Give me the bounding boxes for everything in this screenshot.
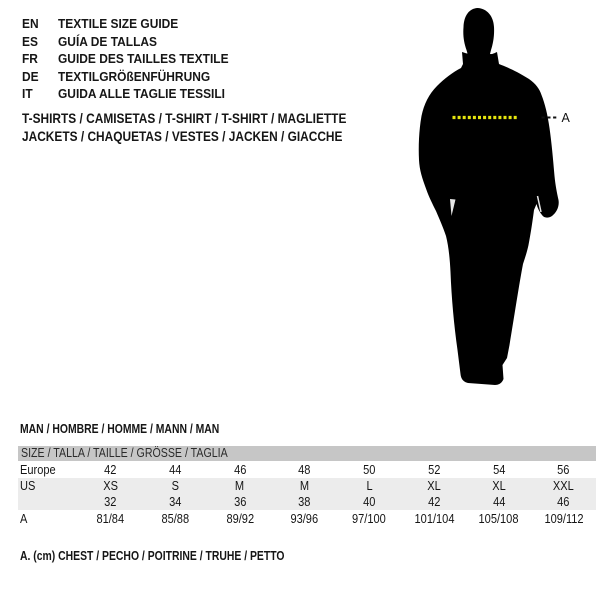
language-row: [22, 15, 243, 33]
cell: M: [235, 478, 245, 493]
language-label: GUIDA ALLE TAGLIE TESSILI: [58, 86, 226, 102]
cell: XS: [103, 478, 118, 493]
language-list: [22, 15, 243, 103]
table-row-us: [18, 478, 596, 494]
footnote-chest: A. (cm) CHEST / PECHO / POITRINE / TRUHE / PETTO: [20, 548, 285, 563]
cell: 85/88: [161, 511, 189, 526]
cell: 36: [233, 494, 247, 509]
cell: 40: [363, 494, 376, 509]
section-title-man: MAN / HOMBRE / HOMME / MANN / MAN: [20, 421, 220, 436]
cell: L: [366, 478, 373, 493]
language-label: GUIDE DES TAILLES TEXTILE: [58, 51, 229, 67]
row-label: US: [20, 478, 36, 493]
language-label: TEXTILGRÖßENFÜHRUNG: [58, 68, 211, 84]
language-code: EN: [22, 16, 39, 31]
cell: 50: [363, 462, 376, 477]
cell: 44: [168, 462, 182, 477]
cell: 38: [298, 494, 311, 509]
measure-a-label: A: [561, 111, 570, 125]
figure-silhouette-area: [400, 0, 575, 400]
row-label: Europe: [20, 462, 56, 477]
cell: XL: [492, 478, 506, 493]
cell: 44: [492, 494, 506, 509]
cell: 54: [492, 462, 506, 477]
cell: 32: [104, 494, 117, 509]
table-header-bar: SIZE / TALLA / TAILLE / GRÖSSE / TAGLIA: [18, 446, 596, 461]
cell: 81/84: [96, 511, 125, 526]
cell: 46: [557, 494, 570, 509]
language-row: [22, 33, 243, 51]
cell: 48: [298, 462, 311, 477]
language-code: IT: [22, 86, 33, 102]
cell: 56: [557, 462, 570, 477]
language-code: ES: [22, 33, 38, 49]
table-row-europe: [18, 461, 596, 478]
language-row: [22, 50, 243, 68]
product-line-jackets: JACKETS / CHAQUETAS / VESTES / JACKEN / GIACCHE: [22, 128, 343, 144]
cell: 52: [427, 462, 441, 477]
row-label: [18, 494, 78, 510]
language-label: GUÍA DE TALLAS: [58, 33, 158, 49]
cell: 89/92: [226, 511, 254, 526]
cell: 109/112: [544, 511, 584, 526]
table-row-a: [18, 510, 596, 528]
man-silhouette-svg: [400, 0, 575, 400]
cell: 93/96: [290, 511, 319, 526]
cell: S: [171, 478, 179, 493]
cell: M: [300, 478, 310, 493]
cell: 42: [427, 494, 441, 509]
product-line-tshirts: T-SHIRTS / CAMISETAS / T-SHIRT / T-SHIRT / MAGLIETTE: [22, 110, 347, 126]
cell: 101/104: [414, 511, 455, 526]
row-label: A: [20, 511, 28, 526]
cell: 105/108: [478, 511, 519, 526]
cell: XL: [427, 478, 441, 493]
table-row-us-numeric: [18, 494, 596, 510]
cell: 34: [168, 494, 182, 509]
cell: 42: [104, 462, 117, 477]
language-code: FR: [22, 51, 38, 67]
size-table: [18, 446, 596, 528]
cell: 46: [233, 462, 247, 477]
product-type-lines: [22, 109, 404, 145]
language-row: [22, 68, 243, 86]
cell: 97/100: [352, 511, 387, 526]
language-label: TEXTILE SIZE GUIDE: [58, 16, 179, 31]
cell: XXL: [553, 478, 575, 493]
language-code: DE: [22, 68, 39, 84]
table-us-band: [18, 478, 596, 510]
language-row: [22, 85, 243, 103]
